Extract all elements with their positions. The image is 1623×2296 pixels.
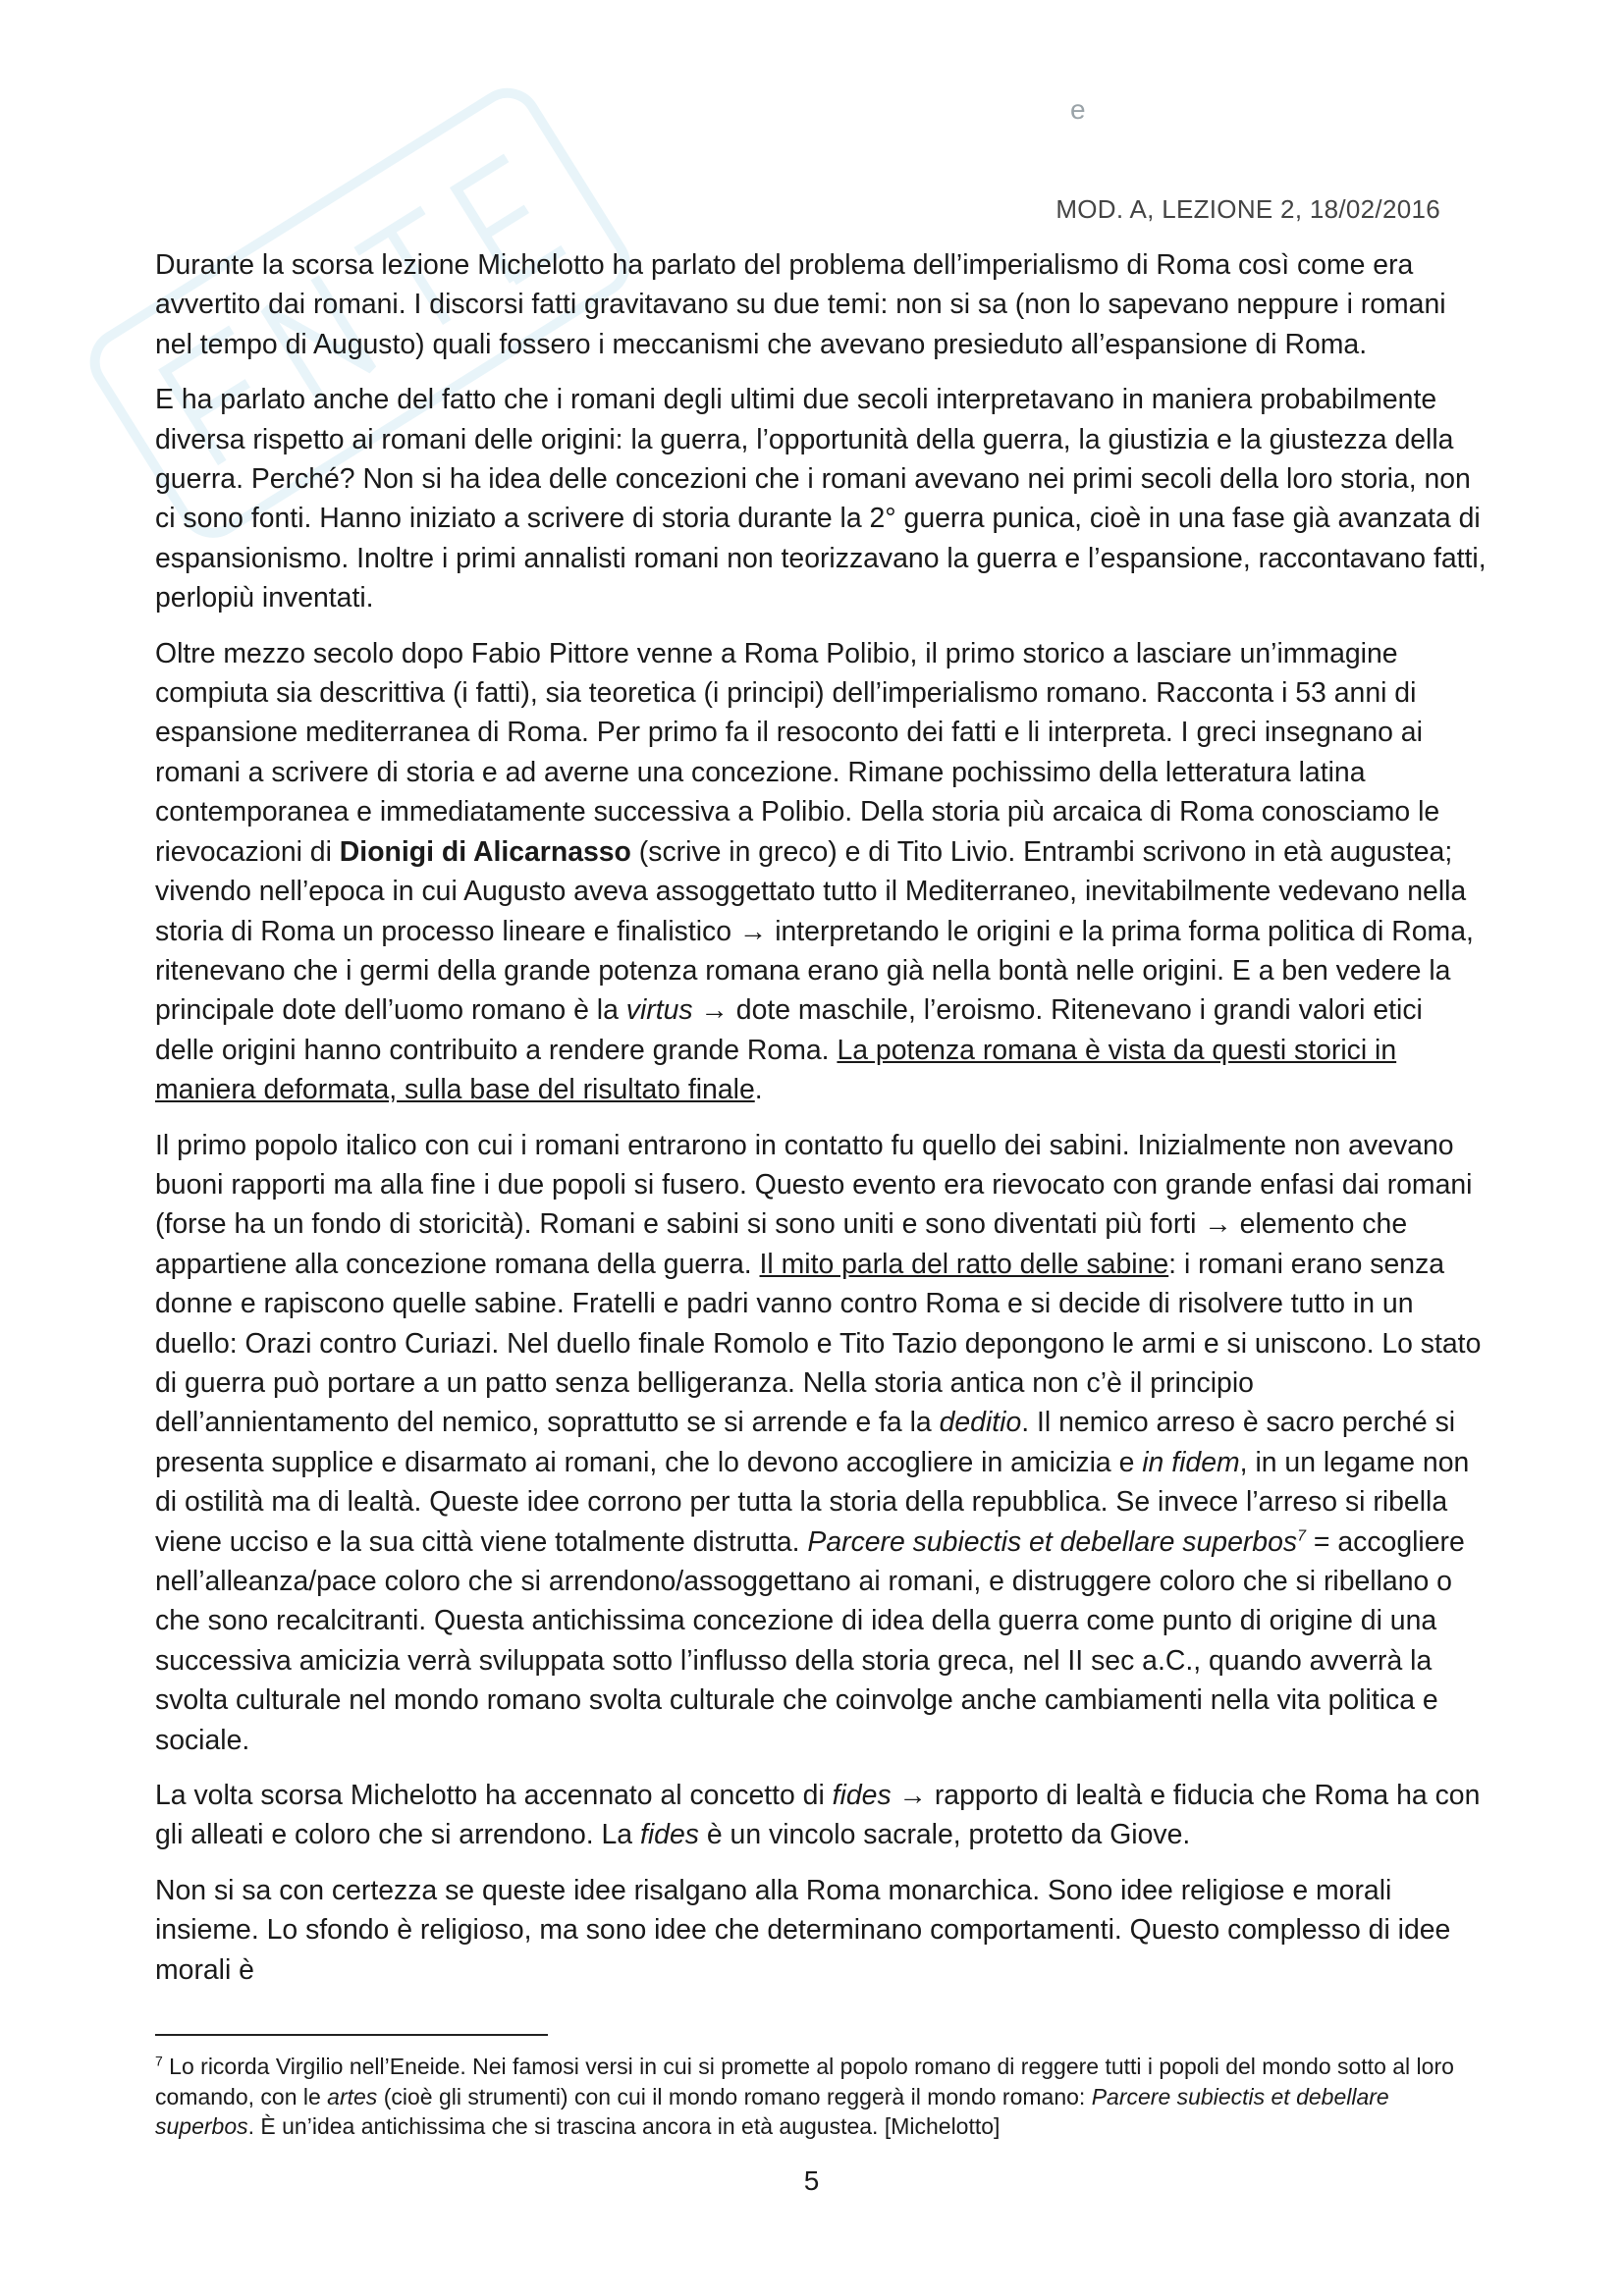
text-run: . Il nemico arreso è sacro perché si presenta supplice e disarmato ai romani, che lo devono accogliere in amicizia e: [155, 1407, 1456, 1478]
bold-name: Dionigi di Alicarnasso: [339, 835, 631, 868]
footnote-reference[interactable]: 7: [1297, 1527, 1306, 1545]
paragraph-6: Non si sa con certezza se queste idee risalgano alla Roma monarchica. Sono idee religiose e morali insieme. Lo sfondo è religioso, ma sono idee che determinano comportamenti. Questo complesso di idee morali è: [155, 1874, 1451, 1986]
document-body: [155, 245, 1488, 2005]
text-run: Oltre mezzo secolo dopo Fabio Pittore venne a Roma Polibio, il primo storico a lasciare un’immagine compiuta sia descrittiva (i fatti), sia teoretica (i principi) dell’imperialismo romano. Racconta i 53 anni di espansione mediterranea di Roma. Per primo fa il resoconto dei fatti e li interpreta. I greci insegnano ai romani a scrivere di storia e ad averne una concezione. Rimane pochissimo della letteratura latina contemporanea e immediatamente successiva a Polibio. Della storia più arcaica di Roma conosciamo le rievocazioni di: [155, 637, 1440, 868]
text-run: = accogliere nell’alleanza/pace coloro che si arrendono/assoggettano ai romani, e distruggere coloro che si ribellano o che sono recalcitranti. Questa antichissima concezione di idea della guerra come punto di origine di una successiva amicizia verrà sviluppata sotto l’influsso della storia greca, nel II sec a.C., quando avverrà la svolta culturale nel mondo romano svolta culturale che coinvolge anche cambiamenti nella vita politica e sociale.: [155, 1525, 1465, 1756]
italic-term: in fidem: [1142, 1446, 1240, 1478]
text-run: → dote maschile, l’eroismo. Ritenevano i grandi valori etici delle origini hanno contribuito a rendere grande Roma.: [155, 994, 1423, 1066]
underlined-sentence: Il mito parla del ratto delle sabine: [759, 1248, 1169, 1280]
underlined-sentence: La potenza romana è vista da questi storici in maniera deformata, sulla base del risultato finale: [155, 1034, 1397, 1106]
page-header: MOD. A, LEZIONE 2, 18/02/2016: [1055, 194, 1440, 224]
header-mark: e: [1070, 94, 1086, 125]
text-run: La volta scorsa Michelotto ha accennato al concetto di: [155, 1780, 833, 1812]
paragraph-3: [155, 634, 1488, 1110]
text-run: Lo ricorda Virgilio nell’Eneide. Nei famosi versi in cui si promette al popolo romano di reggere tutti i popoli del mondo sotto al loro comando, con le: [155, 2054, 1454, 2109]
text-run: (cioè gli strumenti) con cui il mondo romano reggerà il mondo romano:: [377, 2083, 1092, 2109]
italic-term: deditio: [939, 1407, 1022, 1439]
footnote-separator: [155, 2034, 548, 2036]
paragraph-2: E ha parlato anche del fatto che i romani degli ultimi due secoli interpretavano in maniera probabilmente diversa rispetto ai romani delle origini: la guerra, l’opportunità della guerra, la giustizia e la giustezza della guerra. Perché? Non si ha idea delle concezioni che i romani avevano nei primi secoli della loro storia, non ci sono fonti. Hanno iniziato a scrivere di storia durante la 2° guerra punica, cioè in una fase già avanzata di espansionismo. Inoltre i primi annalisti romani non teorizzavano la guerra e l’espansione, raccontavano fatti, perlopiù inventati.: [155, 384, 1487, 614]
text-run: : i romani erano senza donne e rapiscono quelle sabine. Fratelli e padri vanno contro Roma e si decide di risolvere tutto in un duello: Orazi contro Curiazi. Nel duello finale Romolo e Tito Tazio depongono le armi e si uniscono. Lo stato di guerra può portare a un patto senza belligeranza. Nella storia antica non c’è il principio dell’annientamento del nemico, soprattutto se si arrende e fa la: [155, 1248, 1482, 1439]
italic-quote: Parcere subiectis et debellare superbos: [155, 2083, 1389, 2139]
paragraph-1: Durante la scorsa lezione Michelotto ha parlato del problema dell’imperialismo di Roma così come era avvertito dai romani. I discorsi fatti gravitavano su due temi: non si sa (non lo sapevano neppure i romani nel tempo di Augusto) quali fossero i meccanismi che avevano presieduto all’espansione di Roma.: [155, 249, 1446, 360]
text-run: . È un’idea antichissima che si trascina ancora in età augustea. [Michelotto]: [247, 2113, 1001, 2139]
italic-term: fides: [832, 1780, 892, 1812]
footnote: [155, 2052, 1488, 2142]
italic-term: artes: [327, 2083, 378, 2109]
paragraph-4: [155, 1126, 1488, 1761]
text-run: , in un legame non di ostilità ma di lealtà. Queste idee corrono per tutta la storia della repubblica. Se invece l’arreso si ribella viene ucciso e la sua città viene totalmente distrutta.: [155, 1446, 1470, 1558]
text-run: Il primo popolo italico con cui i romani entrarono in contatto fu quello dei sabini. Inizialmente non avevano buoni rapporti ma alla fine i due popoli si fusero. Questo evento era rievocato con grande enfasi dai romani (forse ha un fondo di storicità). Romani e sabini si sono uniti e sono diventati più forti → elemento che appartiene alla concezione romana della guerra.: [155, 1129, 1473, 1280]
text-run: (scrive in greco) e di Tito Livio. Entrambi scrivono in età augustea; vivendo nell’epoca in cui Augusto aveva assoggettato tutto il Mediterraneo, inevitabilmente vedevano nella storia di Roma un processo lineare e finalistico → interpretando le origini e la prima forma politica di Roma, ritenevano che i germi della grande potenza romana erano già nella bontà nelle origini. E a ben vedere la principale dote dell’uomo romano è la: [155, 835, 1474, 1027]
italic-quote: Parcere subiectis et debellare superbos: [807, 1525, 1298, 1558]
paragraph-5: [155, 1776, 1488, 1855]
text-run: è un vincolo sacrale, protetto da Giove.: [698, 1819, 1191, 1851]
italic-term: fides: [639, 1819, 699, 1851]
page-number: 5: [803, 2165, 820, 2196]
text-run: → rapporto di lealtà e fiducia che Roma ha con gli alleati e coloro che si arrendono. La: [155, 1780, 1481, 1851]
text-run: .: [754, 1074, 763, 1106]
footnote-number: 7: [155, 2053, 163, 2069]
italic-term: virtus: [625, 994, 693, 1027]
